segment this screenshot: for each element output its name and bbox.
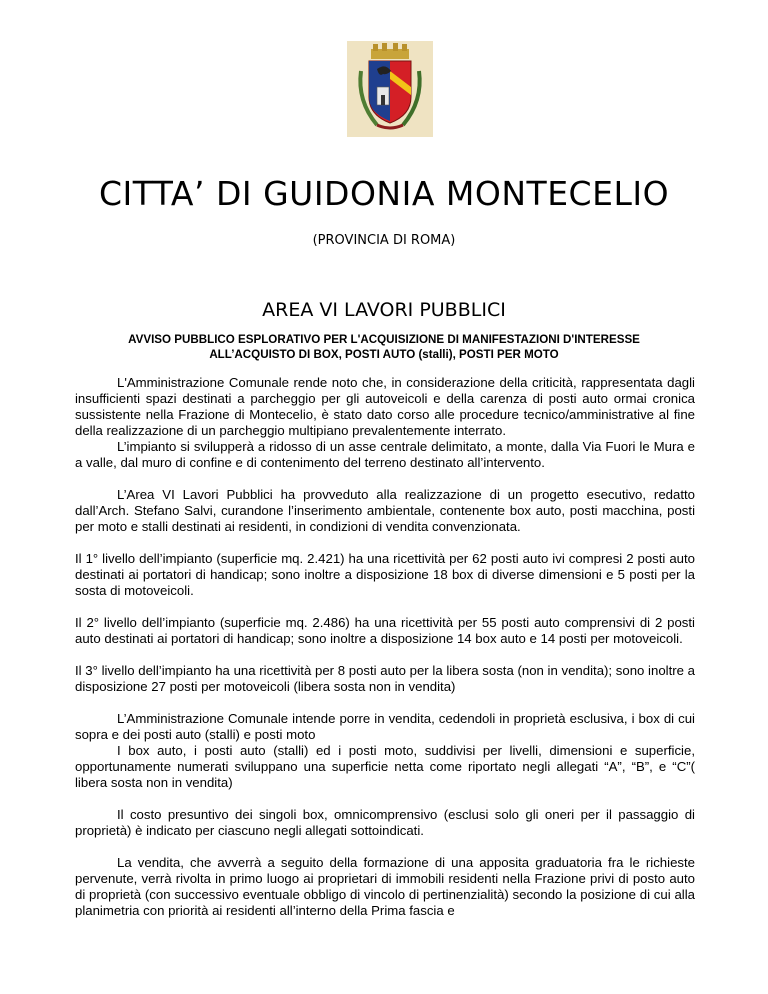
paragraph-5: Il 2° livello dell’impianto (superficie mq. 2.486) ha una ricettività per 55 posti auto comprensivi di 2 posti auto destinati ai portatori di handicap; sono inoltre a disposizione 14 box auto e 14 posti per motoveicoli. [75,615,695,646]
paragraph-7: L’Amministrazione Comunale intende porre in vendita, cedendoli in proprietà esclusiva, i box di cui sopra e dei posti auto (stalli) e posti moto [75,711,695,742]
paragraph-10: La vendita, che avverrà a seguito della formazione di una apposita graduatoria fra le richieste pervenute, verrà rivolta in primo luogo ai proprietari di immobili residenti nella Frazione privi di posto auto di proprietà (con successivo eventuale obbligo di vincolo di pertinenzialità) secondo la posizione di cui alla planimetria con priorità ai residenti all’interno della Prima fascia e [75,855,695,918]
paragraph-6: Il 3° livello dell’impianto ha una ricettività per 8 posti auto per la libera sosta (non in vendita); sono inoltre a disposizione 27 posti per motoveicoli (libera sosta non in vendita) [75,663,695,694]
province-subtitle: (PROVINCIA DI ROMA) [312,233,456,248]
paragraph-2: L’impianto si svilupperà a ridosso di un asse centrale delimitato, a monte, dalla Via Fuori le Mura e a valle, dal muro di confine e di contenimento del terreno destinato all’intervento. [75,439,695,470]
paragraph-3: L’Area VI Lavori Pubblici ha provveduto alla realizzazione di un progetto esecutivo, redatto dall’Arch. Stefano Salvi, curandone l’inserimento ambientale, contenente box auto, posti macchina, posti per moto e stalli destinati ai residenti, in condizioni di vendita convenzionata. [75,487,695,534]
notice-title-line-2: ALL’ACQUISTO DI BOX, POSTI AUTO (stalli), POSTI PER MOTO [209,348,559,361]
notice-body [75,375,695,919]
paragraph-1: L'Amministrazione Comunale rende noto che, in considerazione della criticità, rappresentata dagli insufficienti spazi destinati a parcheggio per gli autoveicoli e della carenza di posti auto ormai cronica sussistente nella Frazione di Montecelio, è stato dato corso alle procedure tecnico/amministrative al fine della realizzazione di un parcheggio multipiano prevalentemente interrato. [75,375,695,438]
department-heading: AREA VI LAVORI PUBBLICI [262,299,506,321]
notice-title [60,332,708,362]
paragraph-8: I box auto, i posti auto (stalli) ed i posti moto, suddivisi per livelli, dimensioni e superficie, opportunamente numerati sviluppano una superficie netta come riportato negli allegati “A”, “B”, e “C”( libera sosta non in vendita) [75,743,695,790]
crest-emblem-icon [347,41,433,137]
city-title: CITTA’ DI GUIDONIA MONTECELIO [98,174,670,213]
municipal-crest [347,41,433,137]
notice-title-line-1: AVVISO PUBBLICO ESPLORATIVO PER L'ACQUISIZIONE DI MANIFESTAZIONI D'INTERESSE [128,333,640,346]
paragraph-9: Il costo presuntivo dei singoli box, omnicomprensivo (esclusi solo gli oneri per il passaggio di proprietà) è indicato per ciascuno negli allegati sottoindicati. [75,807,695,838]
paragraph-4: Il 1° livello dell’impianto (superficie mq. 2.421) ha una ricettività per 62 posti auto ivi compresi 2 posti auto destinati ai portatori di handicap; sono inoltre a disposizione 18 box di diverse dimensioni e 5 posti per la sosta di motoveicoli. [75,551,695,598]
